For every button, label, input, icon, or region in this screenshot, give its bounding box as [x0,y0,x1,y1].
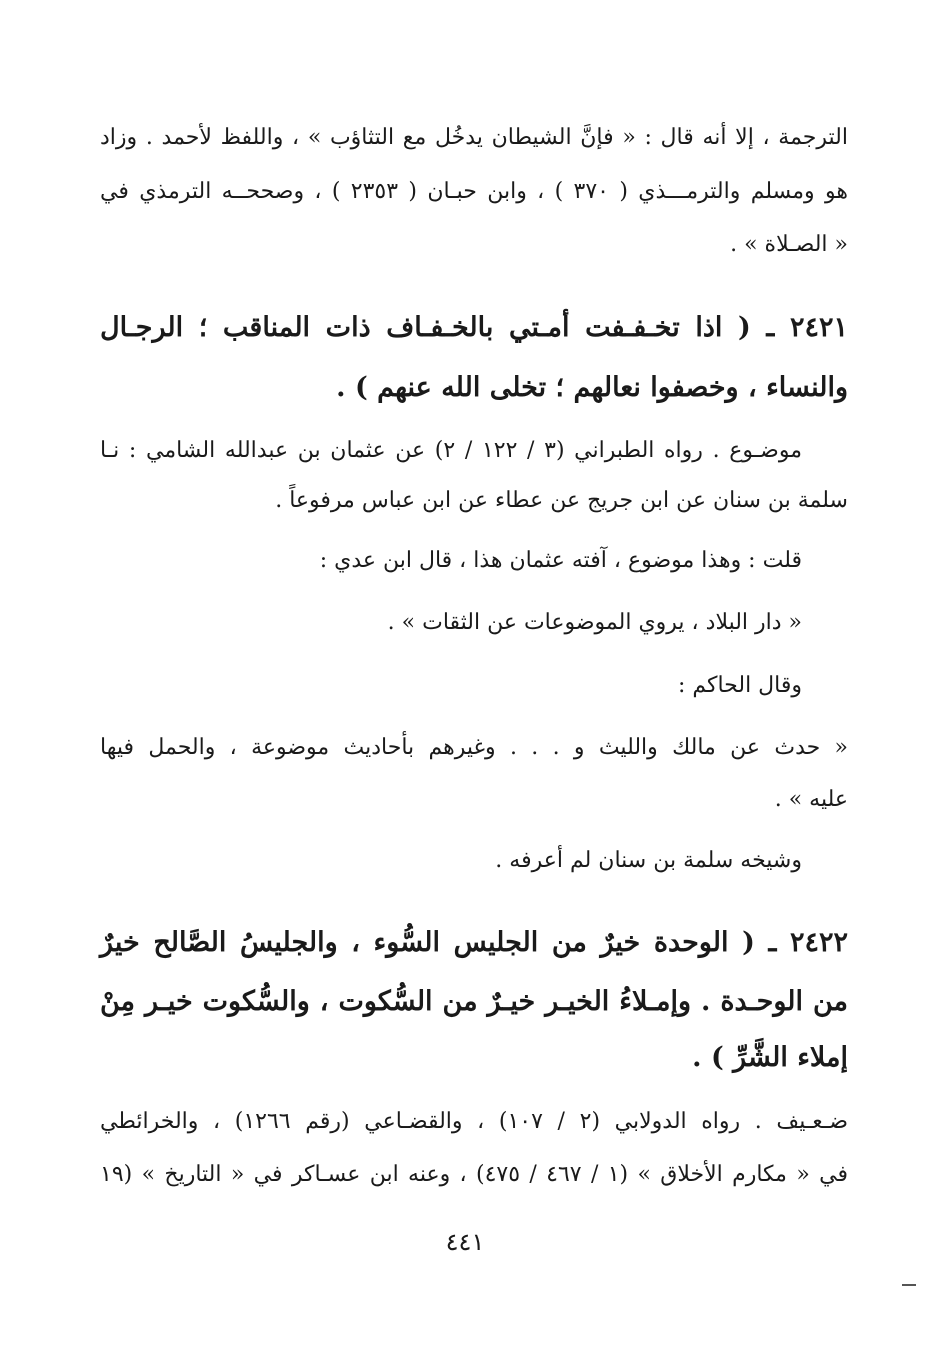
text-line: قلت : وهذا موضوع ، آفته عثمان هذا ، قال ابن عدي : [319,548,802,573]
text-line: « دار البلاد ، يروي الموضوعات عن الثقات » . [387,610,802,635]
hadith-2422-heading-cont: من الوحـدة . وإمـلاءُ الخيـر خيـرٌ من السُّكوت ، والسُّكوت خيـر مِنْ [100,986,848,1017]
text-line: عليه » . [774,787,848,812]
text-line: هو ومسلم والترمـــذي ( ٣٧٠ ) ، وابن حبـان ( ٢٣٥٣ ) ، وصححــه الترمذي في [100,179,848,204]
text-line: « الصـلاة » . [730,232,848,257]
text-line: ضـعـيف . رواه الدولابي (٢ / ١٠٧) ، والقضـاعي (رقم ١٢٦٦) ، والخرائطي [100,1109,849,1134]
hadith-2422-heading-cont: إملاء الشَّرِّ ) . [692,1042,848,1073]
hadith-2422-heading: ٢٤٢٢ ـ ( الوحدة خيرٌ من الجليس السُّوء ، والجليسُ الصَّالح خيرٌ [100,927,848,958]
text-line: موضـوع . رواه الطبراني (٣ / ١٢٢ / ٢) عن عثمان بن عبدالله الشامي : نـا [100,438,802,463]
hadith-2421-heading: ٢٤٢١ ـ ( اذا تخـفـفت أمـتي بالخـفـاف ذات المناقب ؛ الرجـال [100,312,848,343]
edge-mark [902,1284,916,1286]
text-line: في « مكارم الأخلاق » (١ / ٤٦٧ / ٤٧٥) ، وعنه ابن عسـاكر في « التاريخ » (١٩ [100,1162,848,1187]
page-number: ٤٤١ [445,1228,485,1256]
text-line: وشيخه سلمة بن سنان لم أعرفه . [495,848,802,873]
text-line: وقال الحاكم : [677,673,802,698]
text-line: « حدث عن مالك والليث و . . . وغيرهم بأحاديث موضوعة ، والحمل فيها [100,735,848,760]
text-line: الترجمة ، إلا أنه قال : « فإنَّ الشيطان يدخُل مع التثاؤب » ، واللفظ لأحمد . وزاد [100,125,848,150]
hadith-2421-heading-cont: والنساء ، وخصفوا نعالهم ؛ تخلى الله عنهم ) . [336,372,848,403]
text-line: سلمة بن سنان عن ابن جريج عن عطاء عن ابن عباس مرفوعاً . [275,488,848,513]
